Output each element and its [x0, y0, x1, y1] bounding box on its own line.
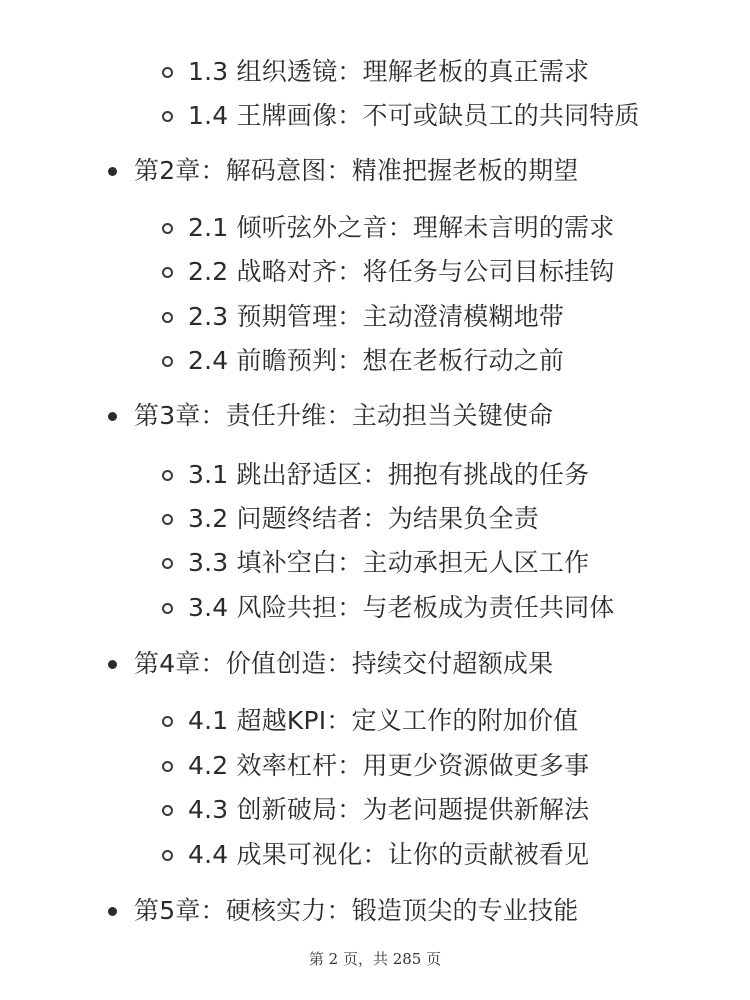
solid-bullet-icon: [108, 412, 117, 421]
toc-section-item: [162, 590, 615, 626]
hollow-bullet-icon: [162, 223, 173, 234]
toc-section-item: [162, 703, 578, 739]
toc-chapter-item: [108, 153, 579, 189]
toc-chapter-text: 第3章：责任升维：主动担当关键使命: [134, 401, 554, 430]
toc-chapter-text: 第2章：解码意图：精准把握老板的期望: [134, 156, 579, 185]
hollow-bullet-icon: [162, 111, 173, 122]
toc-section-item: [162, 54, 589, 90]
toc-section-text: 2.4 前瞻预判：想在老板行动之前: [188, 346, 565, 375]
toc-chapter-item: [108, 646, 553, 682]
toc-section-text: 3.1 跳出舒适区：拥抱有挑战的任务: [188, 460, 590, 489]
toc-section-item: [162, 299, 564, 335]
hollow-bullet-icon: [162, 716, 173, 727]
toc-section-text: 2.1 倾听弦外之音：理解未言明的需求: [188, 213, 615, 242]
solid-bullet-icon: [108, 907, 117, 916]
toc-section-text: 1.4 王牌画像：不可或缺员工的共同特质: [188, 101, 640, 130]
toc-section-text: 3.2 问题终结者：为结果负全责: [188, 504, 539, 533]
toc-section-item: [162, 501, 539, 537]
toc-section-item: [162, 343, 564, 379]
solid-bullet-icon: [108, 167, 117, 176]
toc-section-text: 4.4 成果可视化：让你的贡献被看见: [188, 840, 590, 869]
toc-chapter-item: [108, 398, 553, 434]
toc-section-item: [162, 98, 640, 134]
toc-section-text: 4.1 超越KPI：定义工作的附加价值: [188, 706, 579, 735]
hollow-bullet-icon: [162, 761, 173, 772]
toc-section-item: [162, 210, 615, 246]
page-number-footer: 第 2 页，共 285 页: [308, 950, 442, 968]
hollow-bullet-icon: [162, 470, 173, 481]
toc-chapter-item: [108, 893, 579, 929]
hollow-bullet-icon: [162, 267, 173, 278]
hollow-bullet-icon: [162, 67, 173, 78]
toc-section-item: [162, 545, 589, 581]
toc-section-text: 4.3 创新破局：为老问题提供新解法: [188, 795, 590, 824]
toc-section-text: 3.4 风险共担：与老板成为责任共同体: [188, 593, 615, 622]
hollow-bullet-icon: [162, 356, 173, 367]
hollow-bullet-icon: [162, 514, 173, 525]
toc-section-item: [162, 748, 589, 784]
toc-section-text: 3.3 填补空白：主动承担无人区工作: [188, 548, 590, 577]
toc-section-text: 2.3 预期管理：主动澄清模糊地带: [188, 302, 565, 331]
toc-section-item: [162, 837, 589, 873]
hollow-bullet-icon: [162, 850, 173, 861]
toc-section-text: 1.3 组织透镜：理解老板的真正需求: [188, 57, 590, 86]
toc-chapter-text: 第4章：价值创造：持续交付超额成果: [134, 649, 554, 678]
toc-section-item: [162, 792, 589, 828]
hollow-bullet-icon: [162, 603, 173, 614]
hollow-bullet-icon: [162, 312, 173, 323]
solid-bullet-icon: [108, 660, 117, 669]
toc-section-item: [162, 457, 589, 493]
hollow-bullet-icon: [162, 805, 173, 816]
toc-section-text: 4.2 效率杠杆：用更少资源做更多事: [188, 751, 590, 780]
toc-section-text: 2.2 战略对齐：将任务与公司目标挂钩: [188, 257, 615, 286]
hollow-bullet-icon: [162, 558, 173, 569]
toc-section-item: [162, 254, 615, 290]
toc-chapter-text: 第5章：硬核实力：锻造顶尖的专业技能: [134, 896, 579, 925]
